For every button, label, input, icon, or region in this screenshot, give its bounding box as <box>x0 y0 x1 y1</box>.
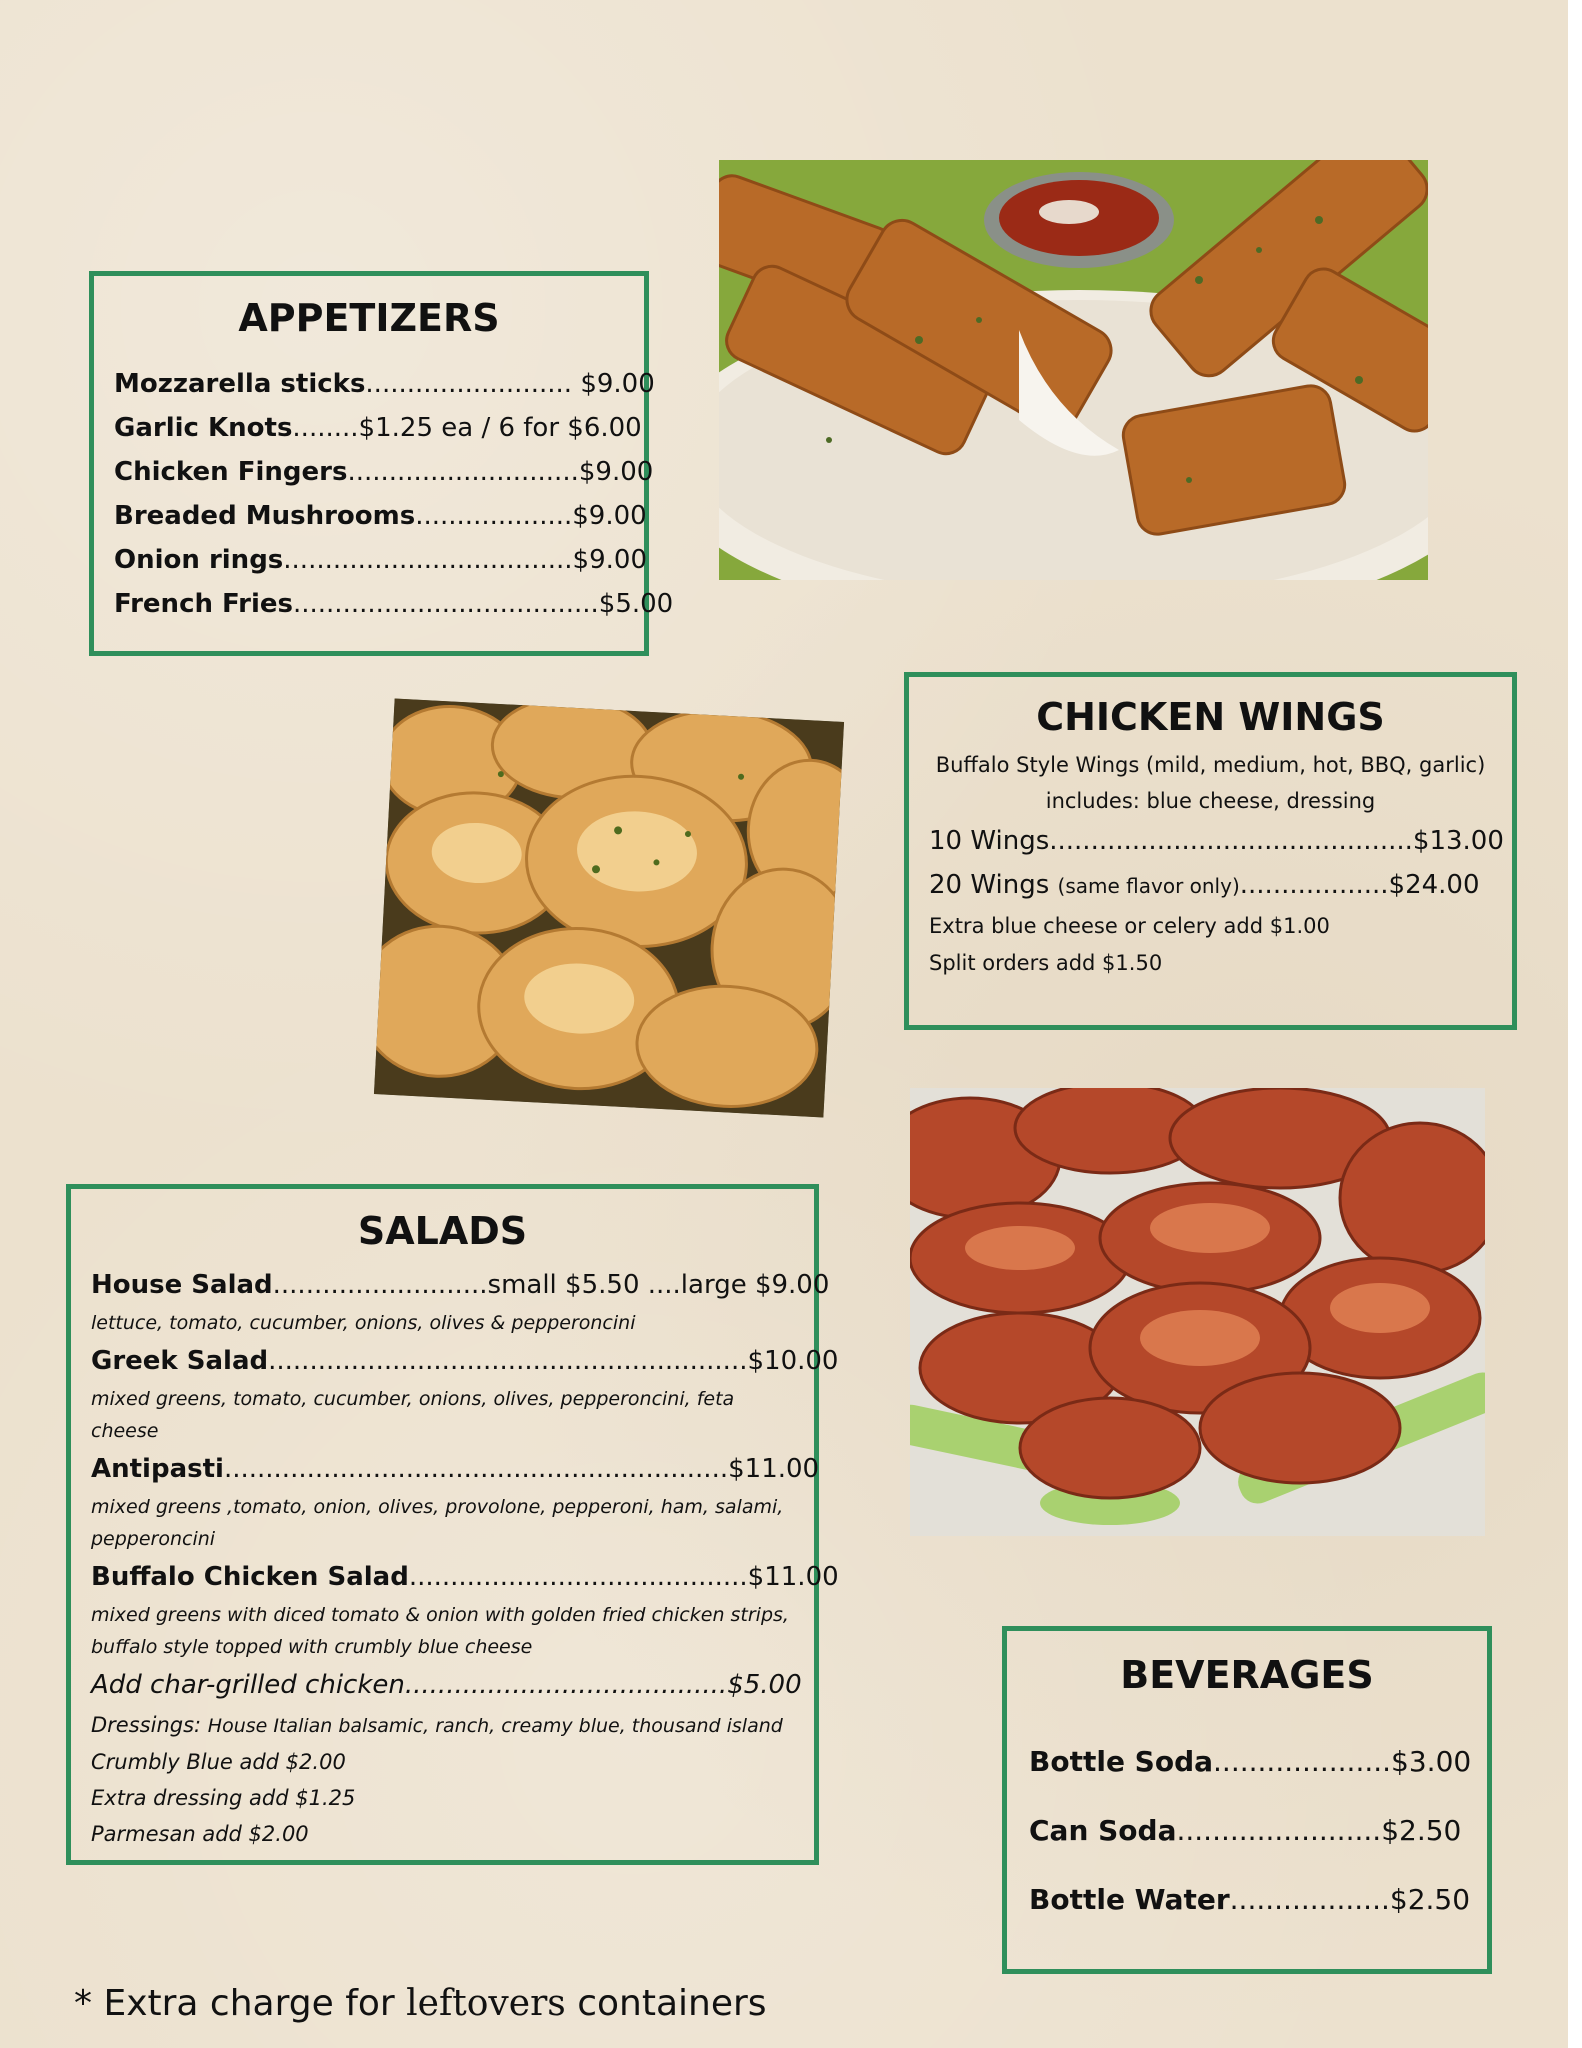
item-description: mixed greens ,tomato, onion, olives, provolone, pepperoni, ham, salami, pepperoncini <box>91 1496 784 1550</box>
wings-subtitle: Buffalo Style Wings (mild, medium, hot, BBQ, garlic) <box>935 753 1486 777</box>
salads-title: SALADS <box>357 1209 528 1253</box>
item-name: Antipasti <box>91 1454 224 1484</box>
add-chicken-item <box>71 1663 814 1707</box>
menu-item <box>1007 1865 1487 1934</box>
item-name: Chicken Fingers <box>114 457 348 487</box>
mozzarella-sticks-photo <box>719 160 1428 580</box>
menu-item <box>94 582 674 626</box>
dressings-list: House Italian balsamic, ranch, creamy blue, thousand island <box>207 1715 783 1737</box>
item-dots: ....................... <box>1176 1814 1382 1847</box>
footer-text-start: * Extra charge for <box>74 1983 407 2024</box>
item-name: Garlic Knots <box>114 413 293 443</box>
menu-item <box>1007 1796 1487 1865</box>
item-price: $9.00 <box>578 457 654 487</box>
beverages-title: BEVERAGES <box>1120 1653 1374 1697</box>
menu-item <box>71 1447 820 1491</box>
page-edge <box>1568 0 1582 2048</box>
footer-note <box>74 1983 767 2024</box>
menu-item <box>1007 1727 1487 1796</box>
menu-item <box>909 819 1512 863</box>
menu-item <box>71 1555 839 1599</box>
item-dots: ............................................................. <box>223 1454 729 1484</box>
wings-note: Extra blue cheese or celery add $1.00 <box>929 914 1330 938</box>
item-name: Bottle Water <box>1029 1883 1230 1916</box>
item-dots: .......................... <box>272 1270 488 1300</box>
item-name: 20 Wings <box>929 870 1050 900</box>
chicken-wings-photo <box>910 1088 1485 1536</box>
item-description: mixed greens, tomato, cucumber, onions, olives, pepperoncini, feta cheese <box>91 1388 735 1442</box>
menu-item <box>94 362 655 406</box>
item-price: $2.50 <box>1381 1814 1462 1847</box>
item-dots: ....................................... <box>404 1670 728 1700</box>
appetizers-list <box>94 362 674 626</box>
item-dots: ................... <box>415 501 573 531</box>
item-name: Breaded Mushrooms <box>114 501 416 531</box>
menu-item <box>71 1339 839 1383</box>
item-price: $2.50 <box>1389 1883 1471 1916</box>
item-dots: .................. <box>1229 1883 1390 1916</box>
item-dots: ..................................... <box>292 589 599 619</box>
item-price: $3.00 <box>1391 1745 1472 1778</box>
item-description: mixed greens with diced tomato & onion with golden fried chicken strips, buffalo style topped with crumbly blue cheese <box>91 1604 789 1658</box>
wings-includes: includes: blue cheese, dressing <box>1045 789 1376 813</box>
item-name: Buffalo Chicken Salad <box>91 1562 409 1592</box>
menu-item <box>71 1263 830 1307</box>
item-dots: .......................................................... <box>268 1346 748 1376</box>
wings-title: CHICKEN WINGS <box>1036 695 1385 739</box>
item-dots: ......................................... <box>408 1562 748 1592</box>
salads-section <box>66 1184 839 1865</box>
item-dots: ......................... <box>365 369 581 399</box>
item-name: Can Soda <box>1029 1814 1177 1847</box>
item-name: Onion rings <box>114 545 284 575</box>
dressings-label: Dressings: <box>91 1713 202 1737</box>
chicken-wings-section <box>904 672 1517 1030</box>
item-dots: .................. <box>1239 870 1389 900</box>
item-description: lettuce, tomato, cucumber, onions, olives & pepperoncini <box>91 1312 636 1334</box>
item-price: $9.00 <box>572 501 647 531</box>
item-dots: .................... <box>1213 1745 1392 1778</box>
item-price: $10.00 <box>747 1346 839 1376</box>
wings-note: Split orders add $1.50 <box>929 951 1163 975</box>
item-price: $13.00 <box>1412 826 1504 856</box>
item-price: $5.00 <box>598 589 674 619</box>
item-price: $9.00 <box>572 545 647 575</box>
beverages-section <box>1002 1626 1492 1974</box>
salad-extra: Parmesan add $2.00 <box>91 1822 309 1846</box>
item-name: 10 Wings <box>929 826 1050 856</box>
item-price: small $5.50 ....large $9.00 <box>487 1270 830 1300</box>
item-price: $11.00 <box>728 1454 820 1484</box>
menu-item <box>94 538 647 582</box>
appetizers-section <box>89 271 674 656</box>
footer-text-leftovers: leftovers <box>406 1983 566 2024</box>
menu-item <box>94 494 647 538</box>
item-name: Greek Salad <box>91 1346 269 1376</box>
item-price: $5.00 <box>727 1670 802 1700</box>
salad-extra: Extra dressing add $1.25 <box>91 1786 356 1810</box>
item-dots: ........ <box>292 413 359 443</box>
item-price: $11.00 <box>747 1562 839 1592</box>
menu-item <box>909 863 1512 908</box>
item-dots: ............................................ <box>1049 826 1413 856</box>
dressings-line <box>71 1707 814 1744</box>
item-dots: ................................... <box>283 545 573 575</box>
item-name: French Fries <box>114 589 293 619</box>
footer-text-end: containers <box>565 1983 767 2024</box>
garlic-knots-photo <box>374 698 844 1117</box>
salad-extra: Crumbly Blue add $2.00 <box>91 1750 346 1774</box>
item-note: (same flavor only) <box>1057 874 1240 898</box>
item-name: Bottle Soda <box>1029 1745 1214 1778</box>
item-dots: ............................ <box>347 457 579 487</box>
menu-item <box>94 450 654 494</box>
item-name: Add char-grilled chicken <box>91 1670 405 1700</box>
item-price: $9.00 <box>580 369 655 399</box>
item-name: House Salad <box>91 1270 273 1300</box>
item-price: $1.25 ea / 6 for $6.00 <box>358 413 642 443</box>
item-price: $24.00 <box>1388 870 1480 900</box>
menu-item <box>94 406 644 450</box>
appetizers-title: APPETIZERS <box>238 296 500 340</box>
item-name: Mozzarella sticks <box>114 369 366 399</box>
